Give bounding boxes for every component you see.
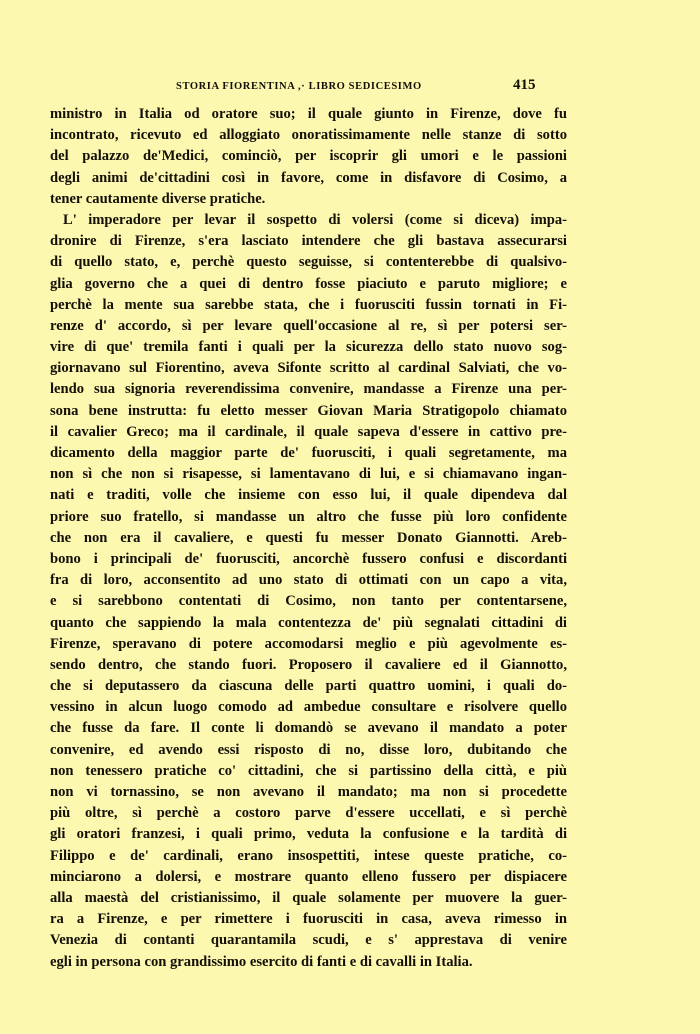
text-line: e si sarebbono contentati di Cosimo, non tanto per contentarsene, [50, 593, 567, 610]
body-text [50, 104, 567, 973]
running-title: STORIA FIORENTINA ,· LIBRO SEDICESIMO [176, 81, 422, 92]
text-line: Firenze, speravano di potere accomodarsi meglio e più agevolmente es- [50, 635, 567, 652]
text-line: di quello stato, e, perchè questo seguisse, si contenterebbe di qualsivo- [50, 254, 567, 271]
text-line: Venezia di contanti quarantamila scudi, e s' apprestava di venire [50, 932, 567, 949]
text-line: alla maestà del cristianissimo, il quale solamente per muovere la guer- [50, 889, 567, 906]
text-line: dicamento della maggior parte de' fuorusciti, i quali segretamente, ma [50, 445, 567, 461]
text-line: ministro in Italia od oratore suo; il quale giunto in Firenze, dove fu [50, 106, 567, 122]
text-line: il cavalier Greco; ma il cardinale, il quale sapeva d'essere in cattivo pre- [50, 423, 567, 440]
text-line: non sì che non si risapesse, si lamentavano di lui, e si chiamavano ingan- [50, 466, 567, 483]
text-line: ra a Firenze, e per rimettere i fuorusciti in casa, aveva rimesso in [50, 911, 567, 928]
text-line: fra di loro, acconsentito ad uno stato di ottimati con un capo a vita, [50, 572, 567, 589]
text-line: non vi tornassino, se non avevano il mandato; ma non si procedette [50, 784, 567, 800]
page-header [0, 78, 700, 98]
text-line: nati e traditi, volle che insieme con esso lui, il quale dipendeva dal [50, 487, 567, 504]
text-line: convenire, ed avendo essi risposto di no, disse loro, dubitando che [50, 741, 567, 758]
text-line: minciarono a dolersi, e mostrare quanto elleno fussero per dispiacere [50, 868, 567, 885]
text-line: che fusse da fare. Il conte li domandò se avevano il mandato a poter [50, 720, 567, 737]
text-line: perchè la mente sua sarebbe stata, che i fuorusciti fussin tornati in Fi- [50, 296, 567, 313]
text-line: del palazzo de'Medici, cominciò, per iscoprir gli umori e le passioni [50, 148, 567, 165]
text-line: dronire di Firenze, s'era lasciato intendere che gli bastava assecurarsi [50, 233, 567, 250]
text-line: vessino in alcun luogo comodo ad ambedue consultare e risolvere quello [50, 699, 567, 716]
text-line: più oltre, sì perchè a costoro parve d'essere uccellati, e sì perchè [50, 805, 567, 822]
text-line: incontrato, ricevuto ed alloggiato onoratissimamente nelle stanze di sotto [50, 127, 567, 144]
text-line: che non era il cavaliere, e questi fu messer Donato Giannotti. Areb- [50, 529, 567, 546]
text-line: sendo dentro, che standо fuori. Proposero il cavaliere ed il Giannotto, [50, 656, 567, 673]
text-line: sona bene instrutta: fu eletto messer Giovan Maria Stratigopolo chiamato [50, 402, 567, 419]
text-line: bono i principali de' fuorusciti, ancorchè fussero confusi e discordanti [50, 550, 567, 567]
text-line: non tenessero pratiche co' cittadini, che si partissino della città, e più [50, 762, 567, 779]
text-line: gli oratori franzesi, i quali primo, veduta la confusione e la tardità di [50, 826, 567, 843]
text-line: che si deputassero da ciascuna delle parti quattro uomini, i quali do- [50, 678, 567, 695]
page-number: 415 [513, 77, 536, 93]
text-line: degli animi de'cittadini così in favore, come in disfavore di Cosimo, a [50, 169, 567, 186]
text-line: L' imperadore per levar il sospetto di volersi (come si diceva) impa- [63, 211, 567, 228]
text-line: vire di que' tremila fanti i quali per la sicurezza dello stato nuovo sog- [50, 339, 567, 356]
text-line: lendo sua signoria reverendissima convenire, mandasse a Firenze una per- [50, 381, 567, 398]
text-line: quanto che sappiendo la mala contentezza de' più segnalati cittadini di [50, 614, 567, 631]
text-line: renze d' accordo, sì per levare quell'occasione al re, sì per potersi ser- [50, 317, 567, 334]
text-line: glia governo che a quei di dentro fosse piaciuto e paruto migliore; e [50, 275, 567, 292]
text-line: priore suo fratello, si mandasse un altro che fusse più loro confidente [50, 508, 567, 525]
text-line: Filippo e de' cardinali, erano insospettiti, intese queste pratiche, co- [50, 847, 567, 864]
text-line: tener cautamente diverse pratiche. [50, 190, 266, 207]
text-line: egli in persona con grandissimo esercito di fanti e di cavalli in Italia. [50, 953, 473, 970]
text-line: giornavano sul Fiorentino, aveva Sifonte scritto al cardinal Salviati, che vo- [50, 360, 567, 377]
